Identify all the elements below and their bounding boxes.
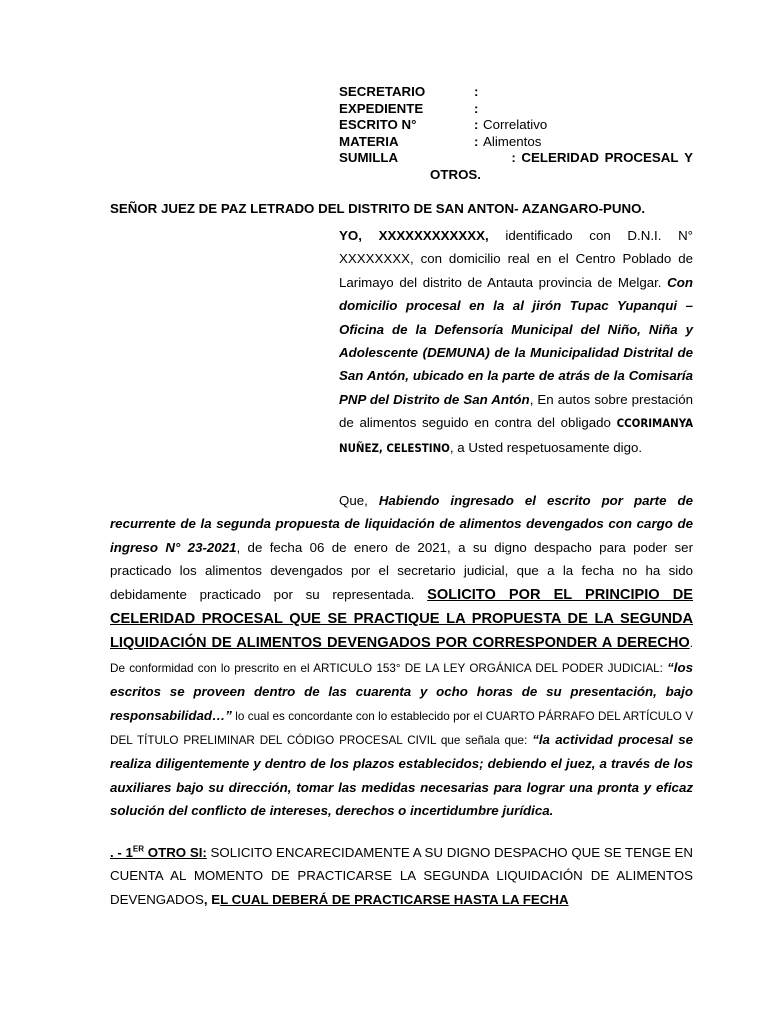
sumilla-word-2: PROCESAL [604, 150, 679, 166]
procedural-address: Con domicilio procesal en la al jirón Tupac Yupanqui – Oficina de la Defensoría Municipal del Niño, Niña y Adolescente (DEMUNA) de la Municipalidad Distrital de San Antón, ubicado en la parte de atrás de la Comisaría PNP del Distrito de San Antón [339, 274, 693, 407]
case-header [339, 84, 693, 182]
otro-si-text: , E [203, 891, 221, 907]
header-value: Alimentos [483, 133, 542, 149]
main-paragraph [110, 489, 693, 823]
petitioner-name: YO, XXXXXXXXXXXX, [339, 228, 489, 243]
body-text: lo cual es concordante con lo establecido por el CUARTO PÁRRAFO DEL ARTÍCULO V DEL TÍTULO PRELIMINAR DEL CÓDIGO PROCESAL CIVIL que señala que: [110, 709, 693, 748]
header-label: EXPEDIENTE [339, 100, 424, 116]
legal-quote: “los escritos se proveen dentro de las cuarenta y ocho horas de su presentación, bajo responsabilidad…” [110, 659, 693, 723]
sumilla-line-2: OTROS. [430, 167, 481, 182]
header-row-sumilla [339, 150, 693, 167]
intro-text: , a Usted respetuosamente digo. [449, 439, 643, 455]
body-text: , de fecha 06 de enero de 2021, a su digno despacho para poder ser practicado los alimentos devengados por el secretario judicial, que a la fecha no ha sido debidamente practicado por su representada. [110, 539, 693, 602]
header-label: ESCRITO N° [339, 117, 417, 133]
body-text: Que, [339, 493, 379, 508]
request-statement: SOLICITO POR EL PRINCIPIO DE CELERIDAD PROCESAL QUE SE PRACTIQUE LA PROPUESTA DE LA SEGUNDA LIQUIDACIÓN DE ALIMENTOS DEVENGADOS POR CORRESPONDER A DERECHO [110, 586, 693, 652]
sumilla-label: SUMILLA [339, 150, 399, 166]
otro-si-paragraph [110, 841, 693, 911]
intro-text: identificado con D.N.I. N° XXXXXXXX, con domicilio real en el Centro Poblado de Larimayo del distrito de Antauta provincia de Melgar. [339, 228, 693, 290]
sumilla-word-1: CELERIDAD [521, 150, 599, 166]
header-label: SECRETARIO [339, 84, 426, 99]
header-label: MATERIA [339, 133, 399, 149]
intro-paragraph [339, 224, 693, 460]
addressee: SEÑOR JUEZ DE PAZ LETRADO DEL DISTRITO DE SAN ANTON- AZANGARO-PUNO. [110, 201, 646, 216]
body-text: . De conformidad con lo prescrito en el ARTICULO 153° DE LA LEY ORGÁNICA DEL PODER JUDICIAL: [110, 637, 693, 675]
legal-quote: “la actividad procesal se realiza diligentemente y dentro de los plazos establecidos; debiendo el juez, a través de los auxiliares bajo su dirección, tomar las medidas necesarias para lograr una pronta y eficaz solución del conflicto de intereses, derechos o incertidumbre jurídica. [110, 732, 693, 819]
header-value: Correlativo [483, 117, 548, 133]
header-row-expediente [339, 101, 693, 118]
intro-text: , En autos sobre prestación de alimentos seguido en contra del obligado [339, 391, 693, 431]
header-row-escrito [339, 117, 693, 134]
header-colon: : [474, 84, 479, 99]
sumilla-word-3: Y [684, 150, 693, 166]
otro-si-text: SOLICITO ENCARECIDAMENTE A SU DIGNO DESPACHO QUE SE TENGE EN CUENTA AL MOMENTO DE PRACTICARSE LA SEGUNDA LIQUIDACIÓN DE ALIMENTOS DEVENGADOS [110, 845, 694, 907]
otro-si-emphasis: L CUAL DEBERÁ DE PRACTICARSE HASTA LA FECHA [220, 891, 569, 907]
sumilla-colon: : [511, 150, 516, 166]
header-colon: : [474, 117, 479, 133]
body-emphasis: Habiendo ingresado el escrito por parte de recurrente de la segunda propuesta de liquidación de alimentos devengados con cargo de ingreso N° 23-2021 [110, 493, 693, 555]
header-colon: : [474, 100, 479, 116]
otro-si-label: . - 1ER OTRO SI: [110, 844, 207, 860]
header-row-materia [339, 134, 693, 151]
header-colon: : [474, 133, 479, 149]
obligated-party: CCORIMANYA NUÑEZ, CELESTINO [339, 416, 693, 455]
header-row-secretario [339, 84, 693, 101]
